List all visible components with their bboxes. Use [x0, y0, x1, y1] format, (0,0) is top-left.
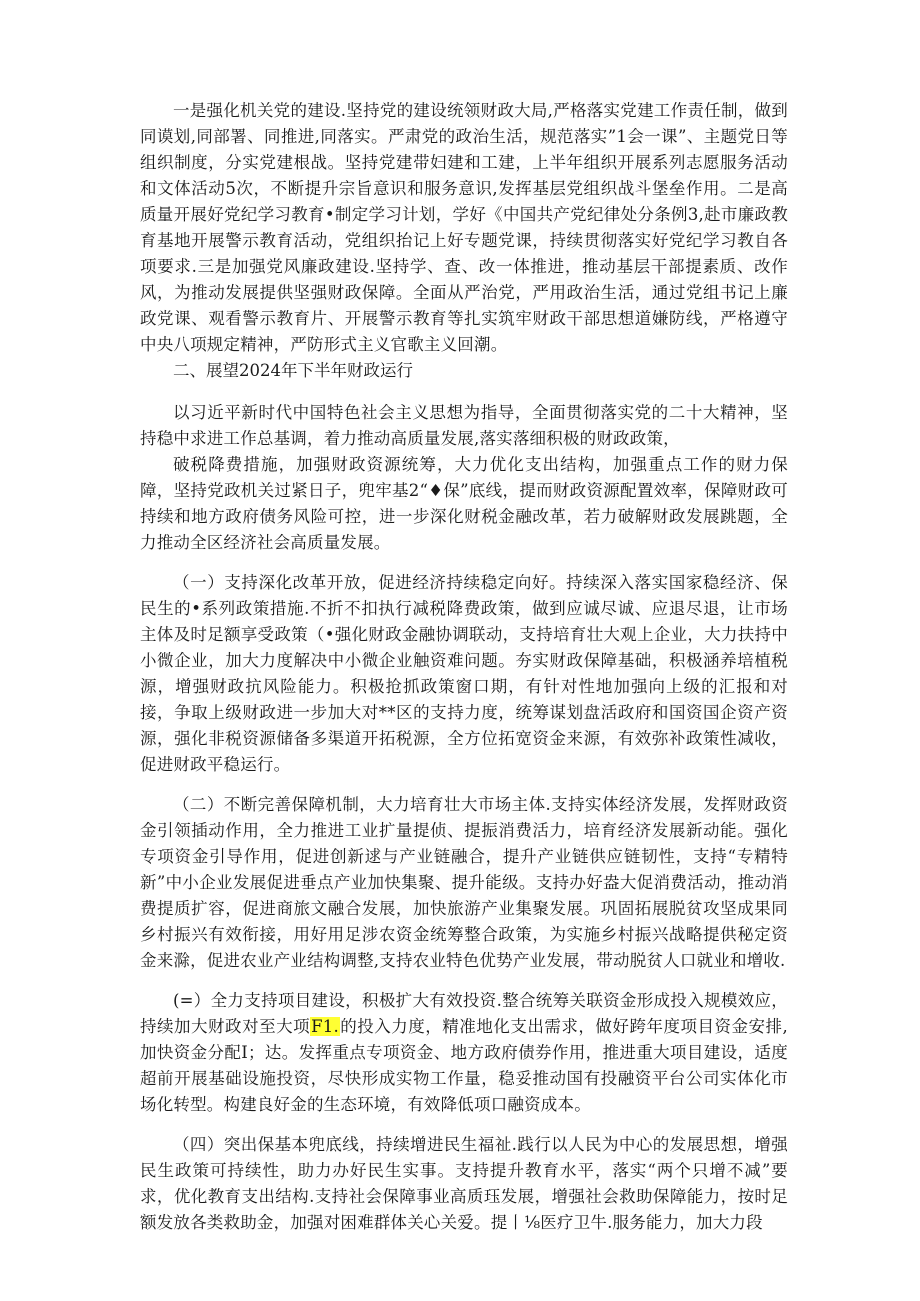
paragraph-party-building: 一是强化机关党的建设.坚持党的建设统领财政大局,严格落实党建工作责任制，做到同谟划,同部署、同推进,同落实。严肃党的政治生活，规范落实”1会一课”、主题党日等组织制度，分实党建根战。坚持党建带妇建和工建，上半年组织开展系列志愿服务活动和文体活动5次，不断提升宗旨意识和服务意识,发挥基层党组织战斗堡垒作用。二是高质量开展好党纪学习教育•制定学习计划，学好《中国共产党纪律处分条例3,赴市廉政教育基地开展警示教育活动，党组织抬记上好专题党课，持续贯彻落实好党纪学习教自各项要求.三是加强党风廉政建设.坚持学、查、改一体推进，推动基层干部提素质、改作风，为推动发展提供坚强财政保障。全面从严治党，严用政治生活，通过党组书记上廉政党课、观看警示教育片、开展警示教育等扎实筑牢财政干部思想道嫌防线，严格遵守中央八项规定精神，严防形式主义官歌主义回潮。	[140, 101, 788, 354]
paragraph-project-investment-text-b: 的投入力度，精准地化支出需求，做好跨年度项目资金安排,加快资金分配I；达。发挥重点专项资金、地方政府债券作用，推进重大项目建设，适度超前开展基础设施投资，尽快形成实物工作量，稳妥推动国有投融资平台公司实体化市场化转型。构建良好金的生态环境，有效降低项口融资成本。	[140, 1017, 788, 1114]
paragraph-project-investment	[140, 988, 788, 1118]
paragraph-market-entities: （二）不断完善保障机制，大力培育壮大市场主体.支持实体经济发展，发挥财政资金引领插动作用，全力推进工业扩量提侦、提振消费活力，培育经济发展新动能。强化专项资金引导作用，促进创新逑与产业链融合，提升产业链供应链韧性，支持“专精特新”中小企业发展促进垂点产业加快集聚、提升能级。支持办好盎大促消费活动，推动消费提质扩容，促进商旅文融合发展，加快旅游产业集聚发展。巩固拓展脱贫攻坚成果同乡村振兴有效衔接，用好用足涉农资金统筹整合政策，为实施乡村振兴战略提供秘定资金来滁，促进农业产业结构调整,支持农业特色优势产业发展，带动脱贫人口就业和增收.	[140, 795, 788, 970]
paragraph-guiding-thought: 以习近平新时代中国特色社会主义思想为指导，全面贯彻落实党的二十大精神，坚持稳中求进工作总基调，着力推动高质量发展,落实落细积极的财政政策，	[140, 403, 788, 448]
paragraph-fiscal-policy: 破税降费措施，加强财政资源统筹，大力优化支出结构，加强重点工作的财力保障，坚持党政机关过紧日子，兜牢基2“♦保”底线，提而财政资源配置效率，保障财政可持续和地方政府债务风险可控，进一步深化财税金融改革，若力破解财政发展跳题，全力推动全区经济社会高质量发展。	[140, 455, 788, 552]
section-heading-outlook: 二、展望2024年下半年财政运行	[173, 361, 413, 380]
paragraph-reform-opening: （一）支持深化改革开放，促进经济持续稳定向好。持续深入落实国家稳经济、保民生的•系列政策措施.不折不扣执行减税降费政策，做到应诚尽诚、应退尽退，让市场主体及时足额享受政策（•强化财政金融协调联动，支持培育壮大观上企业，大力扶持中小微企业，加大力度解决中小微企业触资难问题。夯实财政保障基础，积极涵养培植税源，增强财政抗风险能力。积极抢抓政策窗口期，有针对性地加强向上级的汇报和对接，争取上级财政进一步加大对**区的支持力度，统筹谋划盘活政府和国资国企资产资源，强化非税资源储备多渠道开拓税源，全方位拓宽资金来源，有效弥补政策性减收，促进财政平稳运行。	[140, 573, 788, 774]
document-page	[140, 98, 788, 1236]
paragraph-project-investment-text-a: (=）全力支持项目建设，积极扩大有效投资.整合统筹关联资金形成投入规模效应，持续加大财政对至大项	[140, 991, 788, 1036]
highlighted-text: F1.	[311, 1017, 339, 1036]
paragraph-livelihood: （四）突出保基本兜底线，持续增进民生福祉.践行以人民为中心的发展思想，增强民生政策可持续性，助力办好民生实事。支持提升教育水平，落实“两个只增不减”要求，优化教育支出结构.支持社会保障事业高质珏发展，增强社会救助保障能力，按时足额发放各类救助金，加强对困难群体关心关爱。提丨⅛医疗卫牛.服务能力，加大力段	[140, 1135, 788, 1232]
